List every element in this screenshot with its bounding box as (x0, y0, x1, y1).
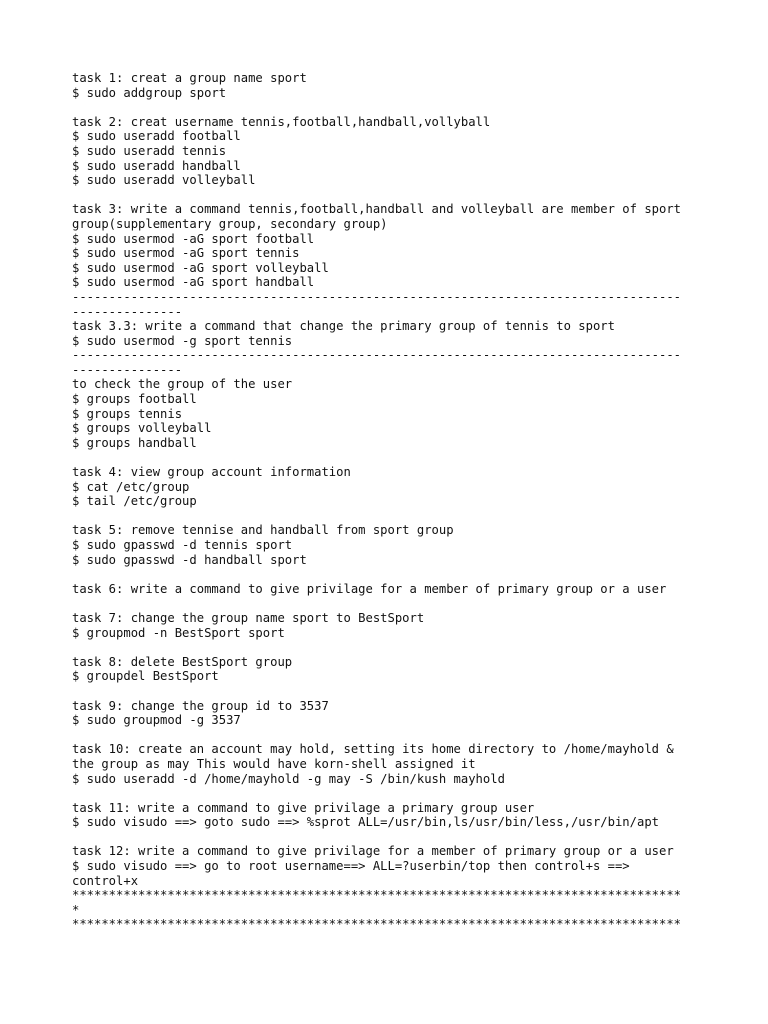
text-line: $ sudo useradd handball (72, 158, 241, 173)
text-line: $ sudo usermod -aG sport football (72, 231, 315, 246)
star-separator: *********************************************************************************** (72, 888, 682, 903)
text-line: task 4: view group account information (72, 465, 351, 480)
blank-line (72, 786, 712, 801)
text-line: task 1: creat a group name sport (72, 71, 307, 85)
text-line: $ sudo usermod -aG sport tennis (72, 246, 300, 261)
text-line: $ sudo usermod -aG sport volleyball (72, 260, 329, 275)
text-line: $ groups football (72, 392, 197, 407)
text-line: $ sudo useradd tennis (72, 143, 227, 158)
text-line: $ sudo useradd volleyball (72, 173, 256, 188)
text-line: the group as may This would have korn-shell assigned it (72, 756, 476, 771)
dashed-separator-wrap: --------------- (72, 362, 183, 377)
blank-line (72, 188, 712, 203)
text-line: task 6: write a command to give privilage for a member of primary group or a user (72, 581, 667, 596)
document-page (72, 71, 712, 932)
text-line: $ groupmod -n BestSport sport (72, 625, 285, 640)
text-line: $ groups handball (72, 435, 197, 450)
text-line: to check the group of the user (72, 377, 293, 392)
text-line: control+x (72, 873, 139, 888)
text-line: $ sudo usermod -aG sport handball (72, 275, 315, 290)
text-line: task 12: write a command to give privilage for a member of primary group or a user (72, 844, 674, 859)
star-separator-wrap: * (72, 902, 80, 917)
text-line: $ sudo visudo ==> go to root username==> ALL=?userbin/top then control+s ==> (72, 859, 630, 874)
text-line: group(supplementary group, secondary group) (72, 216, 388, 231)
blank-line (72, 640, 712, 655)
star-separator: *********************************************************************************** (72, 917, 682, 932)
text-line: $ sudo useradd football (72, 129, 241, 144)
text-line: task 3: write a command tennis,football,handball and volleyball are member of sport (72, 202, 682, 217)
text-line: $ tail /etc/group (72, 494, 197, 509)
dashed-separator: ----------------------------------------------------------------------------------- (72, 348, 682, 363)
text-line: $ groups tennis (72, 406, 183, 421)
blank-line (72, 100, 712, 115)
blank-line (72, 830, 712, 845)
text-line: $ cat /etc/group (72, 479, 190, 494)
text-line: task 9: change the group id to 3537 (72, 698, 329, 713)
text-line: $ groups volleyball (72, 421, 212, 436)
text-line: $ sudo usermod -g sport tennis (72, 333, 293, 348)
text-line: $ sudo gpasswd -d tennis sport (72, 538, 293, 552)
blank-line (72, 450, 712, 465)
text-line: task 2: creat username tennis,football,handball,vollyball (72, 114, 491, 129)
blank-line (72, 596, 712, 611)
text-line: $ sudo addgroup sport (72, 85, 227, 100)
text-line: task 10: create an account may hold, setting its home directory to /home/mayhold & (72, 742, 674, 757)
text-line: task 11: write a command to give privilage a primary group user (72, 800, 535, 815)
text-line: $ sudo gpasswd -d handball sport (72, 552, 307, 567)
text-line: $ sudo useradd -d /home/mayhold -g may -S /bin/kush mayhold (72, 771, 505, 786)
text-line: $ groupdel BestSport (72, 669, 219, 684)
blank-line (72, 728, 712, 743)
dashed-separator-wrap: --------------- (72, 304, 183, 319)
blank-line (72, 684, 712, 699)
text-line: task 5: remove tennise and handball from sport group (72, 523, 454, 538)
text-line: task 7: change the group name sport to BestSport (72, 610, 425, 625)
blank-line (72, 567, 712, 582)
text-line: $ sudo groupmod -g 3537 (72, 713, 241, 728)
text-line: task 3.3: write a command that change the primary group of tennis to sport (72, 319, 615, 334)
blank-line (72, 509, 712, 524)
dashed-separator: ----------------------------------------------------------------------------------- (72, 289, 682, 304)
text-line: task 8: delete BestSport group (72, 654, 293, 669)
text-line: $ sudo visudo ==> goto sudo ==> %sprot ALL=/usr/bin,ls/usr/bin/less,/usr/bin/apt (72, 815, 659, 830)
